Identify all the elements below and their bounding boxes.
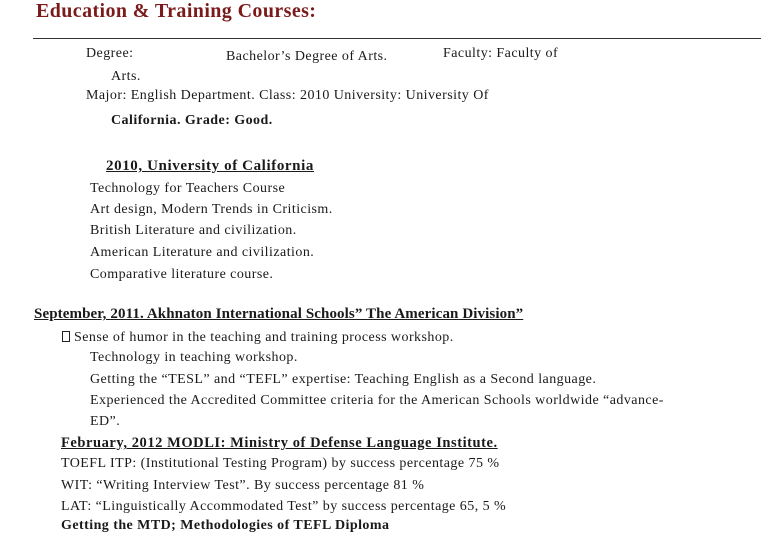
course-item: Art design, Modern Trends in Criticism. <box>90 202 333 217</box>
section-divider <box>33 38 761 39</box>
akhnaton-item: Getting the “TESL” and “TEFL” expertise: Teaching English as a Second language. <box>90 372 597 387</box>
course-item: Comparative literature course. <box>90 267 274 282</box>
modli-item: LAT: “Linguistically Accommodated Test” by success percentage 65, 5 % <box>61 499 507 514</box>
checkbox-bullet-icon <box>62 331 70 342</box>
course-item: British Literature and civilization. <box>90 223 297 238</box>
modli-item: WIT: “Writing Interview Test”. By success percentage 81 % <box>61 478 425 493</box>
akhnaton-item: Technology in teaching workshop. <box>90 350 298 365</box>
section-title: Education & Training Courses: <box>36 0 317 22</box>
akhnaton-heading: September, 2011. Akhnaton International Schools” The American Division” <box>34 306 524 322</box>
major-line: Major: English Department. Class: 2010 University: University Of <box>86 88 489 103</box>
akhnaton-item-text: Sense of humor in the teaching and training process workshop. <box>74 330 454 345</box>
course-item: American Literature and civilization. <box>90 245 315 260</box>
faculty-label: Faculty: Faculty of <box>443 46 559 61</box>
akhnaton-item: Experienced the Accredited Committee criteria for the American Schools worldwide “advance- <box>90 393 664 408</box>
modli-heading: February, 2012 MODLI: Ministry of Defense Language Institute. <box>61 435 498 451</box>
degree-label: Degree: <box>86 46 134 61</box>
akhnaton-item: ED”. <box>90 414 121 429</box>
faculty-continued: Arts. <box>111 69 141 84</box>
university-grade: California. Grade: Good. <box>111 113 273 128</box>
degree-value: Bachelor’s Degree of Arts. <box>226 49 388 64</box>
modli-item: TOEFL ITP: (Institutional Testing Program) by success percentage 75 % <box>61 456 500 471</box>
diploma-line: Getting the MTD; Methodologies of TEFL Diploma <box>61 518 390 533</box>
california-heading: 2010, University of California <box>106 158 314 174</box>
course-item: Technology for Teachers Course <box>90 181 286 196</box>
akhnaton-item <box>62 330 454 346</box>
